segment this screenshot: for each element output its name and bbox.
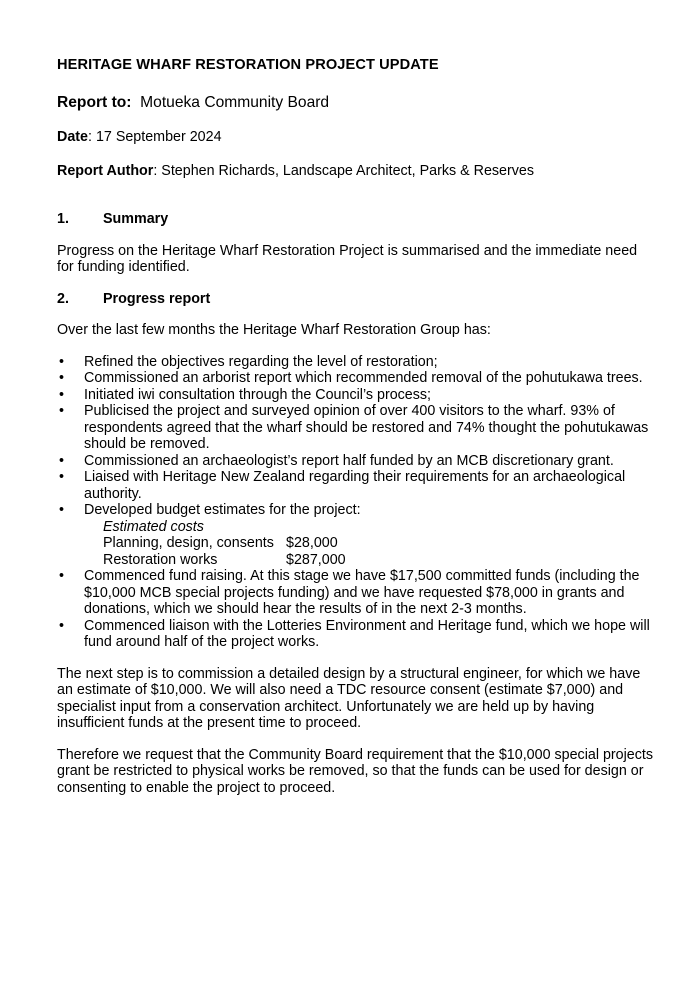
bullet-icon: • xyxy=(59,568,65,584)
section-1-number: 1. xyxy=(57,211,69,227)
section-2-heading xyxy=(57,291,657,308)
request-paragraph: Therefore we request that the Community Board requirement that the $10,000 special projects grant be restricted to physical works be removed, so that the funds can be used for design or consenting to enable the project to proceed. xyxy=(57,746,654,796)
section-2-number: 2. xyxy=(57,290,69,307)
list-item: • Initiated iwi consultation through the Council’s process; xyxy=(59,386,432,403)
section-1-heading xyxy=(57,211,657,228)
cost-amount: $287,000 xyxy=(286,551,346,568)
cost-row xyxy=(103,552,657,569)
list-item: • Commenced fund raising. At this stage we have $17,500 committed funds (including the $10,000 MCB special projects funding) and we have requested $78,000 in grants and donations, which we should hear the results of in the next 2-3 months. xyxy=(59,568,640,617)
date-line xyxy=(57,129,657,146)
report-to-label: Report to: xyxy=(57,94,132,111)
date-label: Date xyxy=(57,129,88,145)
bullet-icon: • xyxy=(59,452,65,469)
date-value: : 17 September 2024 xyxy=(88,129,222,145)
bullet-icon: • xyxy=(59,353,65,370)
list-item: • Liaised with Heritage New Zealand regarding their requirements for an archaeological authority. xyxy=(59,469,626,502)
list-item: • Publicised the project and surveyed opinion of over 400 visitors to the wharf. 93% of respondents agreed that the wharf should be restored and 74% thought the pohutukawas should be removed. xyxy=(59,403,649,452)
document-page xyxy=(57,56,657,811)
bullet-icon: • xyxy=(59,370,65,386)
cost-amount: $28,000 xyxy=(286,535,338,551)
section-2-title: Progress report xyxy=(103,290,211,307)
author-value: : Stephen Richards, Landscape Architect, Parks & Reserves xyxy=(153,162,535,179)
report-to-line xyxy=(57,93,657,112)
report-to-value: Motueka Community Board xyxy=(140,94,330,111)
list-item: • Refined the objectives regarding the level of restoration; xyxy=(59,353,438,370)
progress-list xyxy=(57,354,657,651)
list-item: • Commissioned an archaeologist’s report half funded by an MCB discretionary grant. xyxy=(59,452,614,469)
estimated-costs-heading: Estimated costs xyxy=(103,518,204,535)
list-item: • Commenced liaison with the Lotteries Environment and Heritage fund, which we hope will fund around half of the project works. xyxy=(59,617,650,650)
summary-paragraph: Progress on the Heritage Wharf Restoration Project is summarised and the immediate need for funding identified. xyxy=(57,242,638,275)
progress-intro: Over the last few months the Heritage Wharf Restoration Group has: xyxy=(57,322,491,338)
list-item: • Developed budget estimates for the project: Estimated costs Planning, design, consents $28,000 Restoration works $287,000 xyxy=(57,502,657,568)
bullet-icon: • xyxy=(59,386,65,403)
document-title: HERITAGE WHARF RESTORATION PROJECT UPDATE xyxy=(57,57,439,73)
bullet-icon: • xyxy=(59,469,65,485)
estimated-costs-table xyxy=(84,519,657,569)
next-step-paragraph: The next step is to commission a detailed design by a structural engineer, for which we have an estimate of $10,000. We will also need a TDC resource consent (estimate $7,000) and specialist input from a conservation architect. Unfortunately we are held up by having insufficient funds at the present time to proceed. xyxy=(57,665,641,731)
bullet-icon: • xyxy=(59,617,65,634)
author-line xyxy=(57,163,657,180)
cost-row xyxy=(103,535,657,552)
cost-label: Planning, design, consents xyxy=(103,535,274,551)
cost-label: Restoration works xyxy=(103,551,218,568)
list-item: • Commissioned an arborist report which recommended removal of the pohutukawa trees. xyxy=(59,370,643,386)
author-label: Report Author xyxy=(57,162,154,179)
bullet-icon: • xyxy=(59,502,65,518)
section-1-title: Summary xyxy=(103,211,169,227)
bullet-icon: • xyxy=(59,403,65,419)
